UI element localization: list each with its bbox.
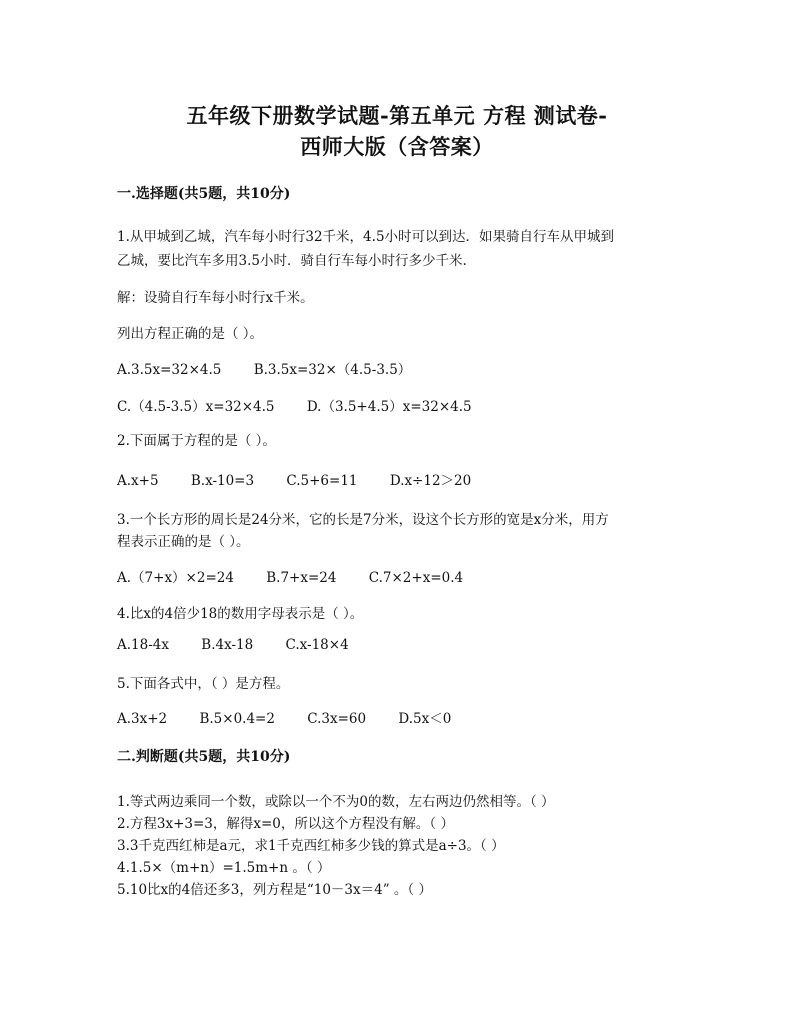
option-a: A.x+5 [117,473,159,489]
document-title-line1: 五年级下册数学试题-第五单元 方程 测试卷- [186,103,608,128]
question-3-line2: 程表示正确的是（ ）。 [117,534,250,550]
question-5-line1: 5.下面各式中，（ ）是方程。 [117,676,290,692]
option-a: A.（7+x）×2=24 [117,570,234,586]
option-a: A.18-4x [117,637,169,653]
question-1-solution: 解：设骑自行车每小时行x千米。 [117,290,314,306]
option-d: D.5x＜0 [398,711,452,727]
question-3-options [117,566,463,586]
option-c: C.（4.5-3.5）x=32×4.5 [117,399,275,415]
judgement-item-4: 4.1.5×（m+n）=1.5m+n 。（ ） [117,860,331,876]
option-c: C.5+6=11 [286,473,358,489]
option-b: B.3.5x=32×（4.5-3.5） [253,362,412,378]
judgement-item-3: 3.3千克西红柿是a元，求1千克西红柿多少钱的算式是a÷3。（ ） [117,838,505,854]
section-heading-judgement: 二.判断题(共5题，共10分) [117,749,291,765]
document-title-line2: 西师大版（含答案） [300,134,494,159]
section-heading-choice: 一.选择题(共5题，共10分) [117,186,291,202]
option-c: C.7×2+x=0.4 [368,570,464,586]
question-1-options-row1 [117,358,411,378]
option-a: A.3.5x=32×4.5 [117,362,222,378]
option-c: C.x-18×4 [285,637,349,653]
judgement-item-5: 5.10比x的4倍还多3，列方程是“10－3x＝4” 。（ ） [117,882,432,898]
question-1-line1: 1.从甲城到乙城，汽车每小时行32千米，4.5小时可以到达．如果骑自行车从甲城到 [117,229,615,245]
judgement-item-2: 2.方程3x+3=3，解得x=0，所以这个方程没有解。（ ） [117,816,454,832]
question-1-line2: 乙城，要比汽车多用3.5小时．骑自行车每小时行多少千米. [117,253,467,269]
option-b: B.4x-18 [201,637,254,653]
option-c: C.3x=60 [307,711,367,727]
option-d: D.x÷12＞20 [389,473,472,489]
option-b: B.x-10=3 [190,473,255,489]
option-d: D.（3.5+4.5）x=32×4.5 [306,399,472,415]
option-b: B.5×0.4=2 [199,711,275,727]
question-1-options-row2 [117,395,472,415]
question-2-line1: 2.下面属于方程的是（ ）。 [117,433,276,449]
option-b: B.7+x=24 [266,570,337,586]
question-1-prompt: 列出方程正确的是（ ）。 [117,326,264,342]
question-2-options [117,469,471,489]
question-4-options [117,637,349,653]
option-a: A.3x+2 [117,711,168,727]
question-4-line1: 4.比x的4倍少18的数用字母表示是（ ）。 [117,606,364,622]
question-5-options [117,707,451,727]
judgement-item-1: 1.等式两边乘同一个数，或除以一个不为0的数，左右两边仍然相等。（ ） [117,794,555,810]
question-3-line1: 3.一个长方形的周长是24分米，它的长是7分米，设这个长方形的宽是x分米，用方 [117,512,609,528]
